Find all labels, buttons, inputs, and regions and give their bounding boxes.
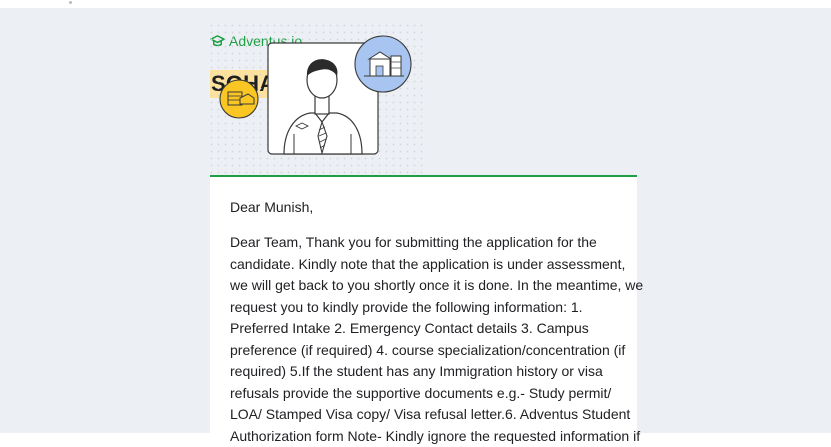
- email-body-background: [0, 8, 831, 433]
- message-line: refusals provide the supportive documents e.g.- Study permit/: [230, 383, 622, 405]
- message-line: Authorization form Note- Kindly ignore the requested information if: [230, 426, 622, 447]
- message-line: request you to kindly provide the following information: 1.: [230, 297, 622, 319]
- message-line: Preferred Intake 2. Emergency Contact details 3. Campus: [230, 318, 622, 340]
- message-line: required) 5.If the student has any Immigration history or visa: [230, 361, 622, 383]
- dot-icon: [69, 1, 72, 4]
- message-line: LOA/ Stamped Visa copy/ Visa refusal letter.6. Adventus Student: [230, 404, 622, 426]
- message-line: Dear Team, Thank you for submitting the application for the: [230, 232, 622, 254]
- email-message: [230, 232, 622, 447]
- email-content-card: [210, 177, 637, 437]
- message-line: preference (if required) 4. course specialization/concentration (if: [230, 340, 622, 362]
- student-illustration: [210, 24, 427, 174]
- message-line: we will get back to you shortly once it is done. In the meantime, we: [230, 275, 622, 297]
- email-greeting: Dear Munish,: [230, 199, 313, 215]
- browser-top-strip: [0, 0, 831, 8]
- message-line: candidate. Kindly note that the application is under assessment,: [230, 254, 622, 276]
